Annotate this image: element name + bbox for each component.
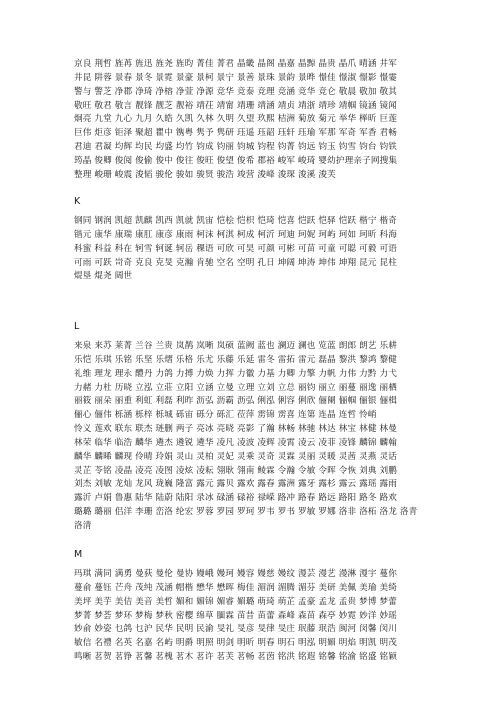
name-list-line: 蔓俞 蔓钰 芒舟 茂纯 茂涵 帽楷 懋华 懋晖 梅佳 湄润 湄腾 湄芬 美研 美佩 美瑜 美绮 [74,582,398,593]
name-list-line: 可雨 可跃 岢奇 克良 克旻 克瀚 肯驰 空名 空明 孔日 坤阔 坤涛 坤伟 坤翔 昆元 昆柱 [74,257,398,268]
name-list-line: 锴元 康华 康瑞 康肛 康彦 康雨 柯沫 柯淇 柯成 柯沂 珂迪 珂妮 珂屿 珂如 珂昕 科海 [74,229,398,240]
name-list-line: 璐璐 璐丽 侣洋 李珊 峦洛 纶宏 罗蓉 罗园 罗珂 罗韦 罗书 罗敏 罗娜 洛非 洛柘 洛龙 洛青 [74,507,418,518]
name-list-line: 力赭 力杜 历晓 立泓 立莊 立阳 立涵 立曼 立理 立刘 立总 丽钧 丽立 丽蔓 丽逸 丽栖 [74,382,398,393]
name-list-line: 井昆 阱蓉 景春 景冬 景霓 景豪 景柯 景宁 景善 景珠 景韵 景晔 憬佳 憬淑 憬影 憬霎 [74,72,398,83]
name-list-line: 敏信 名禮 名英 名嘉 名屿 明爵 明照 明剑 明昕 明春 明石 明泓 明媚 明焰 明凯 明茂 [74,638,398,649]
section-heading-k: K [74,196,81,207]
name-list-line: 丽筱 丽朵 丽重 利虹 利磊 利昨 沥弘 沥霸 沥弘 俐泓 俐容 俐欣 俪阑 俪帼 俪银 俪楫 [74,396,398,407]
name-list-line: 君迪 君凝 均辉 均民 均盛 均竹 钧成 钧丽 钧城 钧程 钧菁 钧远 钧玉 钧雪 钧台 钧铁 [74,142,398,153]
name-list-line: 礼维 理龙 理永 醴丹 力鸽 力搏 力焕 力挥 力徽 力基 力卿 力擎 力帆 力伟 力黔 力弋 [74,368,398,379]
name-list-line: 科蜜 科益 科在 轲雪 轲诞 轲岳 稞语 可欣 可昊 可颜 可彬 可苗 可童 可聪 可毅 可语 [74,243,398,254]
name-list-line: 俪心 俪伟 栎涵 栎梓 栎城 砾宙 砾分 砾汇 莅萍 雳锦 雳喜 连第 连晶 连哲 怜峭 [74,410,377,421]
name-list-line: 林荣 临华 临浩 麟华 遴杰 遴锐 遴华 凌凡 凌波 凌辉 凌霄 凌云 凌菲 凌锋 麟锦 麟翰 [74,437,398,448]
name-list-line: 巨伟 炬彦 钜泽 聚超 瞿中 镌粤 隽予 隽研 珏遥 珏韶 珏轩 珏瑜 军那 军奇 军香 君畅 [74,128,398,139]
section-heading-l: L [74,321,80,332]
name-list-line: 刘杰 刘敏 龙灿 龙风 珑巍 隆富 露元 露贝 露欢 露春 露洲 露牙 露杉 露云 露瑶 露雨 [74,479,398,490]
name-list-line: 警与 警芝 净郡 净琦 净榕 净萱 净源 竞华 竞泰 竞理 竞涵 竞华 竞仑 敬晨 敬加 敬其 [74,86,398,97]
name-list-l [74,340,434,534]
name-list-line: 梦菁 梦荟 梦环 梦梅 梦秋 密樱 绵草 腼霖 苗昔 苗蕾 森峰 森苗 森亭 妙霓 妙洋 妙瑶 [74,610,398,621]
name-list-line: 露沂 卢娟 鲁惠 陆华 陆蔚 陆阳 录冰 碌涵 碌裕 禄嵘 路冲 路春 路远 路阳 路冬 路欢 [74,493,398,504]
name-list-m [74,568,434,665]
name-list-line: 美坪 美芋 美佶 美音 美哲 媚和 媚锦 媚睿 媚璐 萌琦 萌芷 孟豪 孟龙 孟贵 梦博 梦蕾 [74,596,398,607]
name-list-line: 妙俞 妙姿 乜鸽 乜沪 民华 民明 民渝 旻礼 旻彦 旻律 旻庄 珉藤 珉浩 闽河 闵馨 闵川 [74,624,398,635]
name-list-line: 玛琪 满同 满勇 曼荻 曼伦 曼协 嫚峨 嫚珂 嫚容 嫚慈 嫚纹 漫芸 漫艺 漫淋 漫宇 蔓你 [74,569,398,579]
name-list-line: 焜垦 焜尧 阔世 [74,271,133,282]
name-list-line: 麟华 麟晞 麟现 伶晴 玲娟 灵山 灵柏 灵妃 灵乘 灵奇 灵霖 灵丽 灵暖 灵茜 灵燕 灵话 [74,451,398,462]
name-list-line: 炯亮 九堂 九心 九月 久皓 久凯 久林 久明 久望 玖熙 桔洲 菊放 菊元 举华 榉昕 巨莲 [74,114,398,125]
name-list-line: 钢同 钢润 凯超 凯麒 凯西 凯就 凯宙 恺桧 恺枳 恺琦 恺喜 恺跃 恺驿 恺跃 楷宁 楷奇 [74,216,398,226]
name-list-line: 整理 峻珊 峻震 浚韬 骏伦 骏如 骏贤 骏浩 竣营 浚峰 浚琛 浚溪 浚芙 [74,169,336,180]
name-list-line: 敬旺 敬君 敬言 靓锋 靓芝 靓裕 靖茌 靖甯 靖珊 靖涵 靖贞 靖浙 靖珍 靖帼 镜涵 镜闻 [74,100,398,111]
name-list-line: 筠晶 俊卿 俊阅 俊偷 俊中 俊往 俊旺 俊望 俊希 郡裕 峻军 峻琦 婴幼护理亲子网搜集 [74,155,398,166]
name-list-line: 怜义 莲欢 联东 联杰 琏删 两子 亮冰 亮晓 亮影 了瀚 林畅 林驰 林达 林宝 林健 林曼 [74,424,398,435]
name-list-line: 洛清 [74,520,92,531]
section-heading-m: M [74,549,83,560]
name-list-line: 乐恺 乐琪 乐铭 乐坚 乐熠 乐格 乐尤 乐藤 乐延 雷冬 雷拓 雷元 磊晶 黎洪 黎鸿 黎健 [74,354,398,365]
name-list-line: 京良 荆哲 旌苒 旌迅 旌尧 旌昀 菁佳 菁君 晶畿 晶阁 晶嘉 晶黥 晶贵 晶爪 晴涵 井军 [74,59,398,69]
name-list-k [74,215,434,284]
name-list-line: 灵芷 苓铭 凌晶 凌亮 凌图 凌炫 凌耘 翎耿 翎南 鲮霖 令瀚 令敏 令晖 令恢 刘典 刘鹏 [74,465,398,476]
name-list-top [74,58,434,183]
name-list-line: 鸣晰 茗贺 茗铮 茗馨 茗槐 茗木 茗许 茗芙 茗畅 茗茵 铭洪 铭遐 铭馨 铭渝 铭盛 铭颖 [74,652,398,663]
name-list-line: 来泉 来苏 莱菁 兰谷 兰贵 岚鹊 岚晰 岚硕 蓝阙 蓝也 澜迈 澜也 览蓝 朗郎 朗艺 乐耕 [74,341,398,351]
